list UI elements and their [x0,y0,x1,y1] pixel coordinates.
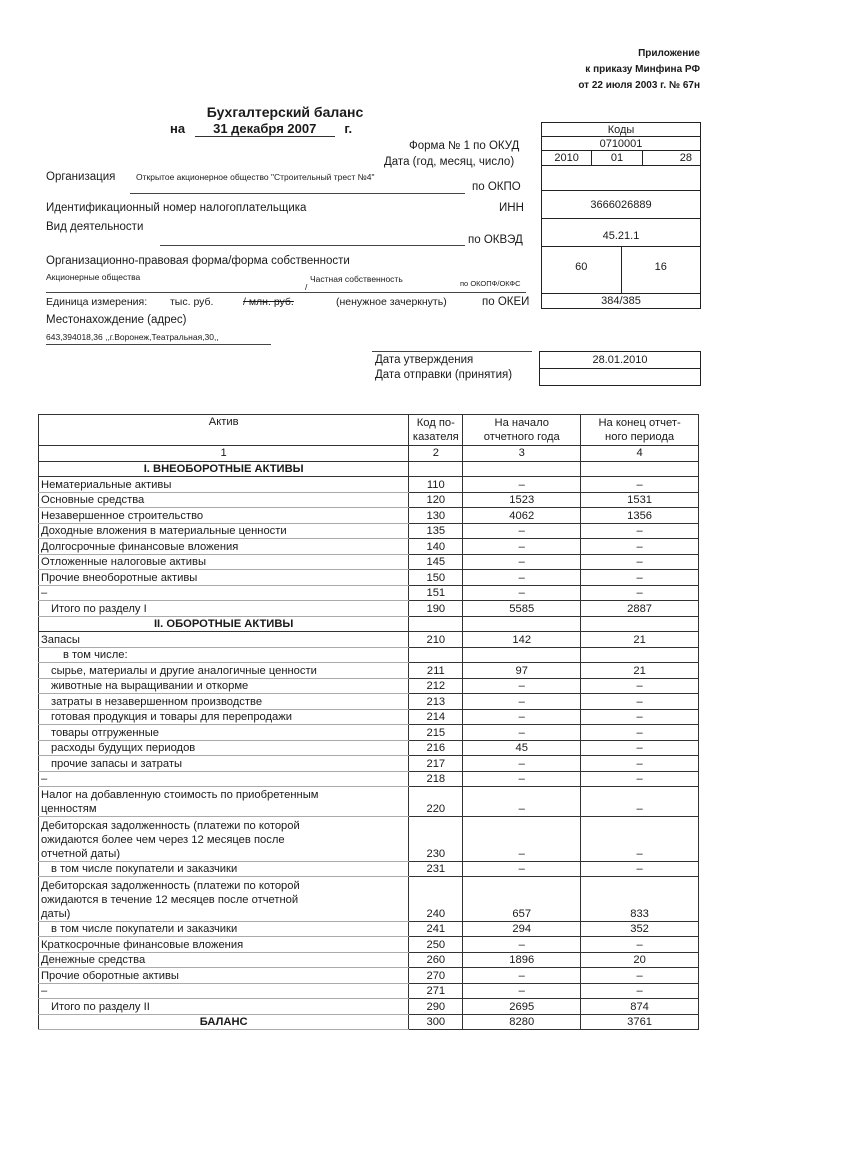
row-end-value: – [581,477,699,493]
table-row [39,983,699,999]
header-start: На начало отчетного года [463,415,581,446]
table-row [39,492,699,508]
date-value: 31 декабря 2007 [195,121,335,137]
unit-thousand: тыс. руб. [170,296,214,308]
row-start-value: 2695 [463,999,581,1015]
annex-line: к приказу Минфина РФ [585,64,700,75]
report-date [170,121,352,137]
table-row [39,771,699,787]
activity-underline [160,245,465,246]
row-start-value: – [463,523,581,539]
table-row [39,523,699,539]
row-start-value: 97 [463,663,581,679]
header-end: На конец отчет- ного периода [581,415,699,446]
row-end-value: – [581,539,699,555]
table-row [39,585,699,601]
row-name: прочие запасы и затраты [39,756,409,772]
approval-label: Дата утверждения [375,354,474,366]
row-name: Запасы [39,632,409,648]
row-code: 211 [409,663,463,679]
row-name: Нематериальные активы [39,477,409,493]
ownership-value: Частная собственность [310,274,403,284]
row-end-value: – [581,968,699,984]
row-code: 212 [409,678,463,694]
row-start-value: – [463,756,581,772]
table-row [39,817,699,862]
row-name: – [39,771,409,787]
table-row [39,601,699,617]
table-row [39,999,699,1015]
date-codes [542,151,700,166]
document-title: Бухгалтерский баланс [206,104,364,120]
org-underline [130,193,465,194]
row-start-value: – [463,968,581,984]
row-code: 230 [409,817,463,862]
table-row [39,508,699,524]
approval-value: 28.01.2010 [540,352,700,369]
org-label: Организация [46,171,116,183]
row-code: 250 [409,937,463,953]
row-end-value: 874 [581,999,699,1015]
row-code: 214 [409,709,463,725]
row-end-value: 3761 [581,1014,699,1030]
row-end-value: – [581,678,699,694]
row-end-value: – [581,570,699,586]
row-code: 241 [409,921,463,937]
row-code: 290 [409,999,463,1015]
col-number: 1 [39,446,409,462]
okopf-okfs-codes [542,247,700,294]
row-end-value: – [581,983,699,999]
okpo-label: по ОКПО [472,181,521,193]
row-start-value: – [463,817,581,862]
row-start-value: – [463,539,581,555]
row-start-value: – [463,477,581,493]
annex-line: Приложение [638,48,700,59]
row-code: 151 [409,585,463,601]
unit-million: / млн. руб. [243,296,294,308]
row-name: товары отгруженные [39,725,409,741]
form-label: Форма № 1 по ОКУД [409,140,520,152]
row-end-value [581,647,699,663]
row-name: Денежные средства [39,952,409,968]
empty-cell [463,616,581,632]
address-value: 643,394018,36 ,,г.Воронеж,Театральная,30,, [46,332,219,342]
section-row [39,461,699,477]
row-code: 140 [409,539,463,555]
table-row [39,725,699,741]
row-start-value: – [463,678,581,694]
activity-label: Вид деятельности [46,221,144,233]
balance-total-row [39,1014,699,1030]
row-start-value: – [463,554,581,570]
row-start-value: 294 [463,921,581,937]
row-code: 270 [409,968,463,984]
inn-label: Идентификационный номер налогоплательщика [46,202,307,214]
row-code: 150 [409,570,463,586]
row-code: 213 [409,694,463,710]
date-code-month: 01 [592,151,642,165]
okud-code: 0710001 [542,137,700,151]
section-title: II. ОБОРОТНЫЕ АКТИВЫ [39,616,409,632]
row-code: 220 [409,787,463,817]
row-start-value: – [463,861,581,877]
row-name: в том числе: [39,647,409,663]
row-end-value: – [581,585,699,601]
row-name: готовая продукция и товары для перепродажи [39,709,409,725]
row-name: Налог на добавленную стоимость по приобретенным ценностям [39,787,409,817]
row-code [409,647,463,663]
row-name: затраты в незавершенном производстве [39,694,409,710]
row-name: Итого по разделу II [39,999,409,1015]
row-name: Прочие внеоборотные активы [39,570,409,586]
row-code: 260 [409,952,463,968]
col-number: 2 [409,446,463,462]
row-end-value: 352 [581,921,699,937]
table-row [39,709,699,725]
row-start-value: 1523 [463,492,581,508]
row-name: – [39,585,409,601]
row-end-value: 1531 [581,492,699,508]
row-start-value: 8280 [463,1014,581,1030]
date-suffix: г. [344,121,353,136]
empty-cell [581,461,699,477]
okpo-code [542,166,700,191]
row-end-value: 833 [581,877,699,922]
row-code: 240 [409,877,463,922]
date-prefix: на [170,121,186,136]
codes-box [541,122,701,309]
row-end-value: – [581,554,699,570]
row-start-value: – [463,725,581,741]
table-row [39,921,699,937]
empty-cell [409,461,463,477]
row-end-value: – [581,756,699,772]
row-name: в том числе покупатели и заказчики [39,921,409,937]
row-code: 217 [409,756,463,772]
row-code: 300 [409,1014,463,1030]
row-start-value: – [463,937,581,953]
row-name: Доходные вложения в материальные ценности [39,523,409,539]
col-number: 3 [463,446,581,462]
row-end-value: – [581,709,699,725]
row-code: 130 [409,508,463,524]
row-code: 135 [409,523,463,539]
table-row [39,877,699,922]
okopf-code: 60 [542,247,622,293]
row-end-value: – [581,771,699,787]
unit-label: Единица измерения: [46,296,148,308]
table-row [39,663,699,679]
row-name: расходы будущих периодов [39,740,409,756]
row-start-value: 1896 [463,952,581,968]
table-row [39,952,699,968]
row-end-value: 20 [581,952,699,968]
row-start-value: 45 [463,740,581,756]
table-row [39,477,699,493]
header-asset: Актив [39,415,409,446]
row-end-value: – [581,861,699,877]
row-start-value: 5585 [463,601,581,617]
unit-note: (ненужное зачеркнуть) [336,296,447,308]
empty-cell [581,616,699,632]
table-row [39,570,699,586]
row-end-value: 1356 [581,508,699,524]
row-end-value: – [581,787,699,817]
row-end-value: – [581,937,699,953]
row-start-value: – [463,585,581,601]
row-code: 218 [409,771,463,787]
row-code: 216 [409,740,463,756]
approval-box [539,351,701,386]
legal-form-label: Организационно-правовая форма/форма собственности [46,255,350,267]
codes-header: Коды [542,123,700,137]
section-title: I. ВНЕОБОРОТНЫЕ АКТИВЫ [39,461,409,477]
row-start-value: 657 [463,877,581,922]
row-end-value: – [581,523,699,539]
legal-underline [46,292,526,293]
row-end-value: 2887 [581,601,699,617]
row-start-value: 142 [463,632,581,648]
empty-cell [409,616,463,632]
row-code: 145 [409,554,463,570]
table-row [39,647,699,663]
date-code-year: 2010 [542,151,592,165]
row-end-value: – [581,725,699,741]
balance-table [38,414,699,1030]
section-row [39,616,699,632]
table-row [39,968,699,984]
inn-short-label: ИНН [499,202,524,214]
row-name: – [39,983,409,999]
table-row [39,678,699,694]
table-row [39,861,699,877]
row-name: Краткосрочные финансовые вложения [39,937,409,953]
org-value: Открытое акционерное общество "Строительный трест №4" [136,172,375,182]
row-start-value: – [463,771,581,787]
header-code: Код по- казателя [409,415,463,446]
table-row [39,937,699,953]
row-code: 110 [409,477,463,493]
row-name: в том числе покупатели и заказчики [39,861,409,877]
annex-line: от 22 июля 2003 г. № 67н [578,80,700,91]
row-name: Незавершенное строительство [39,508,409,524]
row-name: Дебиторская задолженность (платежи по которой ожидаются в течение 12 месяцев после отчетной даты) [39,877,409,922]
row-name: Итого по разделу I [39,601,409,617]
okved-code: 45.21.1 [542,219,700,247]
okei-label: по ОКЕИ [482,296,530,308]
table-row [39,554,699,570]
row-name: Основные средства [39,492,409,508]
table-row [39,756,699,772]
col-number: 4 [581,446,699,462]
annex-note [578,46,700,94]
sent-value [540,369,700,385]
inn-code: 3666026889 [542,191,700,219]
approval-line [372,351,532,352]
sent-label: Дата отправки (принятия) [375,369,513,381]
row-name: Долгосрочные финансовые вложения [39,539,409,555]
row-start-value: – [463,709,581,725]
column-number-row [39,446,699,462]
address-underline [46,344,271,345]
okved-label: по ОКВЭД [468,234,523,246]
row-end-value: 21 [581,663,699,679]
row-start-value: 4062 [463,508,581,524]
table-row [39,694,699,710]
table-row [39,740,699,756]
row-end-value: – [581,817,699,862]
row-name: животные на выращивании и откорме [39,678,409,694]
row-start-value: – [463,570,581,586]
empty-cell [463,461,581,477]
row-name: Дебиторская задолженность (платежи по которой ожидаются более чем через 12 месяцев после отчетной даты) [39,817,409,862]
table-header-row [39,415,699,446]
row-code: 120 [409,492,463,508]
row-end-value: 21 [581,632,699,648]
table-row [39,787,699,817]
form-slash: / [305,282,308,292]
row-code: 231 [409,861,463,877]
table-row [39,632,699,648]
row-code: 215 [409,725,463,741]
row-code: 190 [409,601,463,617]
okei-code: 384/385 [601,295,641,307]
row-start-value: – [463,694,581,710]
okopf-label: по ОКОПФ/ОКФС [460,279,521,288]
row-end-value: – [581,694,699,710]
row-name: Отложенные налоговые активы [39,554,409,570]
row-start-value: – [463,787,581,817]
row-code: 210 [409,632,463,648]
row-code: 271 [409,983,463,999]
row-start-value: – [463,983,581,999]
row-start-value [463,647,581,663]
okfs-code: 16 [654,261,667,273]
row-name: сырье, материалы и другие аналогичные ценности [39,663,409,679]
date-code-label: Дата (год, месяц, число) [384,156,515,168]
row-name: БАЛАНС [39,1014,409,1030]
table-row [39,539,699,555]
address-label: Местонахождение (адрес) [46,314,187,326]
row-name: Прочие оборотные активы [39,968,409,984]
date-code-day: 28 [679,152,692,164]
row-end-value: – [581,740,699,756]
legal-form-value: Акционерные общества [46,272,141,282]
